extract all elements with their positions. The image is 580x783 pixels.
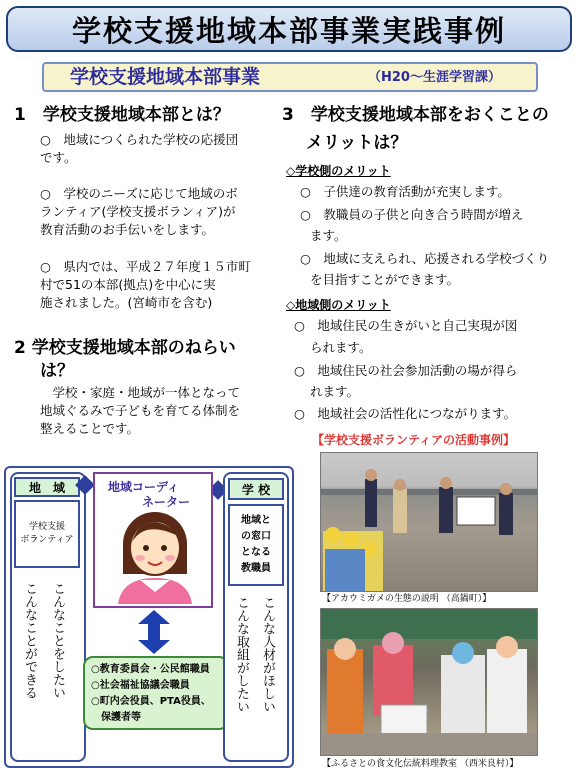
school-merit-line: ます。 — [310, 228, 347, 243]
photo-caption: 【アカウミガメの生態の説明 （高鍋町）】 — [322, 594, 492, 604]
staff-label: となる — [241, 547, 271, 558]
section3-heading: 3 学校支援地域本部をおくことの — [282, 105, 549, 125]
community-merit-line: られます。 — [310, 340, 372, 355]
school-merit-line: ○ 子供達の教育活動が充実します。 — [300, 184, 510, 199]
school-merit-line: ○ 地域に支えられ、応援される学校づくり — [300, 251, 550, 266]
volunteer-label: 学校支援 — [28, 522, 65, 532]
section1-line: ○ 県内では、平成２７年度１５市町 — [40, 259, 251, 274]
community-vertical-text: こんなことができる — [22, 582, 37, 699]
staff-label: 地域と — [241, 515, 271, 526]
photo-caption: 【ふるさとの食文化伝統料理教室 （西米良村）】 — [322, 759, 519, 769]
section1-line: 教育活動のお手伝いをします。 — [40, 222, 215, 237]
section1-line: ランティア(学校支援ボランィア)が — [40, 204, 236, 219]
photos-heading: 【学校支援ボランティアの活動事例】 — [312, 433, 516, 447]
community-merit-line: ○ 地域住民の生きがいと自己実現が図 — [294, 318, 518, 333]
school-merit-line: を目指すことができます。 — [310, 272, 460, 287]
school-label: 学 校 — [228, 478, 284, 500]
member-line: ○町内会役員、PTA役員、 — [91, 696, 211, 707]
section2-heading-cont: は？ — [40, 361, 74, 381]
coordinator-label: 地域コーディ — [108, 480, 180, 494]
member-line: ○社会福祉協議会職員 — [91, 680, 190, 691]
community-merit-title: ◇地域側のメリット — [286, 298, 391, 312]
member-line: ○教育委員会・公民館職員 — [91, 664, 210, 675]
section1-line: ○ 地域につくられた学校の応援団 — [40, 132, 239, 147]
staff-box — [228, 504, 284, 586]
community-vertical-text: こんなことをしたい — [50, 582, 65, 699]
school-vertical-text: こんな人材がほしい — [260, 596, 275, 713]
community-merit-line: ○ 地域社会の活性化につながります。 — [294, 406, 517, 421]
section1-heading: 1 学校支援地域本部とは？ — [14, 105, 230, 125]
section2-body: 整えることです。 — [40, 421, 140, 436]
community-label: 地 域 — [14, 477, 80, 497]
staff-label: の窓口 — [241, 531, 271, 542]
section2-heading: 2 学校支援地域本部のねらい — [14, 338, 236, 358]
sea-turtle-scene-icon — [321, 453, 537, 591]
members-box — [83, 656, 229, 730]
sea-turtle-photo — [320, 452, 538, 592]
page-title: 学校支援地域本部事業実践事例 — [71, 13, 506, 48]
section1-line: 村で51の本部(拠点)を中心に実 — [40, 277, 216, 292]
community-merit-line: れます。 — [310, 384, 360, 399]
cooking-class-photo — [320, 608, 538, 756]
volunteer-box — [14, 500, 80, 568]
subtitle: 学校支援地域本部事業 — [70, 66, 261, 88]
staff-label: 教職員 — [241, 563, 271, 574]
cooking-class-scene-icon — [321, 609, 537, 755]
section2-body: 地域ぐるみで子どもを育てる体制を — [40, 403, 241, 418]
section1-line: です。 — [40, 150, 77, 165]
school-merit-title: ◇学校側のメリット — [286, 164, 391, 178]
double-arrow-icon — [136, 610, 172, 654]
school-merit-line: ○ 教職員の子供と向き合う時間が増え — [300, 207, 524, 222]
community-merit-line: ○ 地域住民の社会参加活動の場が得ら — [294, 363, 518, 378]
section1-line: ○ 学校のニーズに応じて地域のボ — [40, 186, 238, 201]
coordinator-illustration-icon — [110, 506, 200, 604]
member-line: 保護者等 — [101, 712, 141, 723]
volunteer-label: ボランティア — [20, 535, 74, 545]
section2-body: 学校・家庭・地域が一体となって — [40, 385, 241, 400]
section3-heading-cont: メリットは？ — [306, 133, 408, 153]
coordinator-label: ネーター — [142, 495, 191, 509]
school-vertical-text: こんな取組がしたい — [234, 596, 249, 713]
section1-line: 施されました。(宮崎市を含む) — [40, 295, 213, 310]
subtitle-note: （H20～生涯学習課） — [368, 70, 501, 85]
